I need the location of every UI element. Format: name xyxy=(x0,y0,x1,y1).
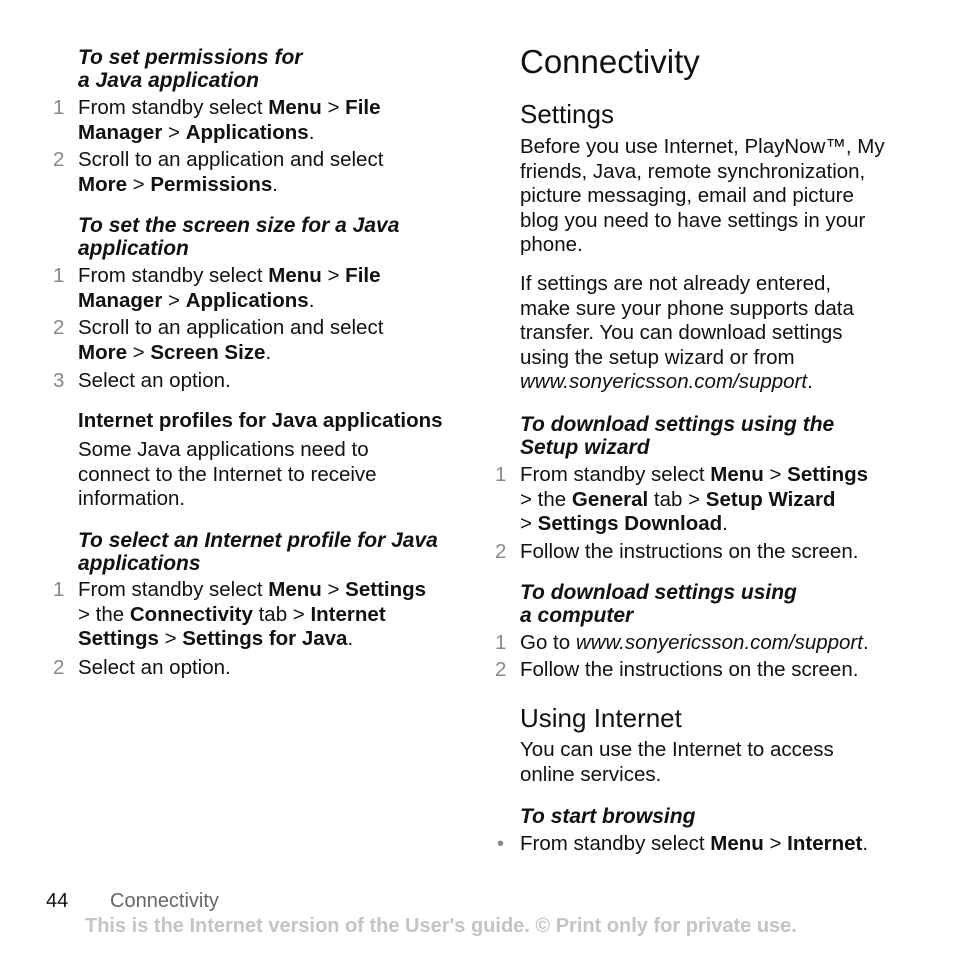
step-number: 2 xyxy=(53,148,65,171)
title-line: To set the screen size for a Java xyxy=(78,214,400,237)
title-line: To download settings using xyxy=(520,581,797,604)
menu-path-term: Menu xyxy=(268,96,322,119)
menu-path-term: Menu xyxy=(710,832,764,855)
text-line: If settings are not already entered, xyxy=(520,272,832,295)
title-line: applications xyxy=(78,552,201,575)
step-number: 3 xyxy=(53,369,65,392)
step-number: 2 xyxy=(53,656,65,679)
menu-path-term: File xyxy=(345,96,381,119)
support-link[interactable]: www.sonyericsson.com/support xyxy=(575,631,863,654)
text-line: You can use the Internet to access xyxy=(520,738,834,761)
paragraph-using-internet xyxy=(520,738,920,787)
text-line: transfer. You can download settings xyxy=(520,321,843,344)
text-line: using the setup wizard or from xyxy=(520,345,795,369)
step-number: 2 xyxy=(495,540,507,563)
title-line: Setup wizard xyxy=(520,436,650,459)
text-line: information. xyxy=(78,487,186,510)
period: . xyxy=(807,370,813,393)
step-prefix: Go to xyxy=(520,631,576,654)
footer-section-name: Connectivity xyxy=(110,890,219,912)
menu-path-term: Settings Download xyxy=(537,512,723,535)
step-text: Select an option. xyxy=(78,369,231,392)
title-line: To select an Internet profile for Java xyxy=(78,529,438,552)
support-link[interactable]: www.sonyericsson.com/support xyxy=(520,370,808,393)
menu-path-term: Permissions xyxy=(150,172,273,196)
step-item xyxy=(494,658,924,683)
title-line: a Java application xyxy=(78,69,259,92)
step-text: Scroll to an application and select More > Screen Size. xyxy=(78,316,384,364)
subheading-internet-profiles: Internet profiles for Java applications xyxy=(78,409,443,432)
menu-path-term: Applications xyxy=(185,120,309,144)
procedure-title-internet-profile xyxy=(78,529,478,575)
step-number: 1 xyxy=(495,463,507,486)
menu-path-term: General xyxy=(571,487,649,511)
menu-path-term: File xyxy=(345,264,381,287)
step-text: From standby select Menu > Settings > the Connectivity tab > Internet Settings > Settings for Java. xyxy=(78,578,427,650)
procedure-title-computer xyxy=(520,581,920,627)
menu-path-term: More xyxy=(78,172,127,196)
menu-path-term: Menu xyxy=(268,264,322,287)
page-number: 44 xyxy=(46,890,69,912)
step-text: From standby select Menu > Settings > the General tab > Setup Wizard > Settings Download. xyxy=(520,463,869,535)
title-line: To set permissions for xyxy=(78,46,303,69)
step-item xyxy=(52,316,482,365)
step-text: From standby select Menu > File Manager > Applications. xyxy=(78,96,381,144)
step-item xyxy=(52,578,482,652)
step-text: From standby select Menu > File Manager > Applications. xyxy=(78,264,381,312)
footer-disclaimer: This is the Internet version of the User's guide. © Print only for private use. xyxy=(85,915,797,937)
menu-path-term: Internet xyxy=(310,602,386,626)
step-number: 1 xyxy=(53,264,65,287)
step-item xyxy=(52,96,482,145)
menu-path-term: Screen Size xyxy=(150,340,266,364)
text-line: picture messaging, email and picture xyxy=(520,184,854,207)
text-line xyxy=(520,370,920,395)
menu-path-term: Settings for Java xyxy=(182,627,348,650)
step-item xyxy=(494,540,924,565)
period: . xyxy=(862,631,869,654)
menu-path-term: Settings xyxy=(345,578,427,601)
step-text: Follow the instructions on the screen. xyxy=(520,658,859,681)
step-number: 1 xyxy=(53,578,65,601)
menu-path-term: Setup Wizard xyxy=(705,487,836,511)
menu-path-term: More xyxy=(78,340,127,364)
text-line: phone. xyxy=(520,233,583,256)
step-item xyxy=(52,369,482,394)
title-line: To download settings using the xyxy=(520,413,835,436)
step-number: 2 xyxy=(53,316,65,339)
menu-path-term: Menu xyxy=(710,463,764,486)
step-item xyxy=(52,656,482,681)
menu-path-term: Connectivity xyxy=(129,602,253,626)
step-number: 2 xyxy=(495,658,507,681)
step-text: Scroll to an application and select More > Permissions. xyxy=(78,148,384,196)
step-text: Follow the instructions on the screen. xyxy=(520,540,859,563)
text-line: Some Java applications need to xyxy=(78,438,369,461)
step-text xyxy=(520,631,920,656)
text-line: make sure your phone supports data xyxy=(520,296,854,320)
step-item xyxy=(494,631,924,656)
procedure-title-screen-size xyxy=(78,214,478,260)
section-heading-settings: Settings xyxy=(520,99,614,129)
menu-path-term: Applications xyxy=(185,288,309,312)
menu-path-term: Menu xyxy=(268,578,322,601)
paragraph-settings-download xyxy=(520,272,920,395)
text-line: connect to the Internet to receive xyxy=(78,462,377,486)
text-line: friends, Java, remote synchronization, xyxy=(520,159,866,183)
step-text: Select an option. xyxy=(78,656,231,679)
step-text: From standby select Menu > Internet. xyxy=(520,832,869,855)
menu-path-term: Internet xyxy=(787,832,863,855)
title-line: a computer xyxy=(520,604,634,627)
procedure-title-start-browsing: To start browsing xyxy=(520,805,696,828)
text-line: online services. xyxy=(520,762,662,786)
step-item xyxy=(52,148,482,197)
title-line: application xyxy=(78,237,189,260)
bullet-marker: • xyxy=(497,833,505,855)
procedure-title-set-permissions xyxy=(78,46,478,92)
menu-path-term: Settings xyxy=(787,463,869,486)
menu-path-term: Settings xyxy=(78,627,159,650)
bullet-item xyxy=(494,832,924,857)
step-item xyxy=(52,264,482,313)
text-line: Before you use Internet, PlayNow™, My xyxy=(520,135,885,158)
section-heading-using-internet: Using Internet xyxy=(520,703,682,733)
step-number: 1 xyxy=(53,96,65,119)
step-item xyxy=(494,463,924,537)
procedure-title-setup-wizard xyxy=(520,413,920,459)
chapter-title: Connectivity xyxy=(520,43,700,80)
menu-path-term: Manager xyxy=(78,288,163,312)
step-number: 1 xyxy=(495,631,507,654)
text-line: blog you need to have settings in your xyxy=(520,208,866,232)
menu-path-term: Manager xyxy=(78,120,163,144)
paragraph-internet-profiles xyxy=(78,438,478,512)
paragraph-settings-intro xyxy=(520,135,920,258)
